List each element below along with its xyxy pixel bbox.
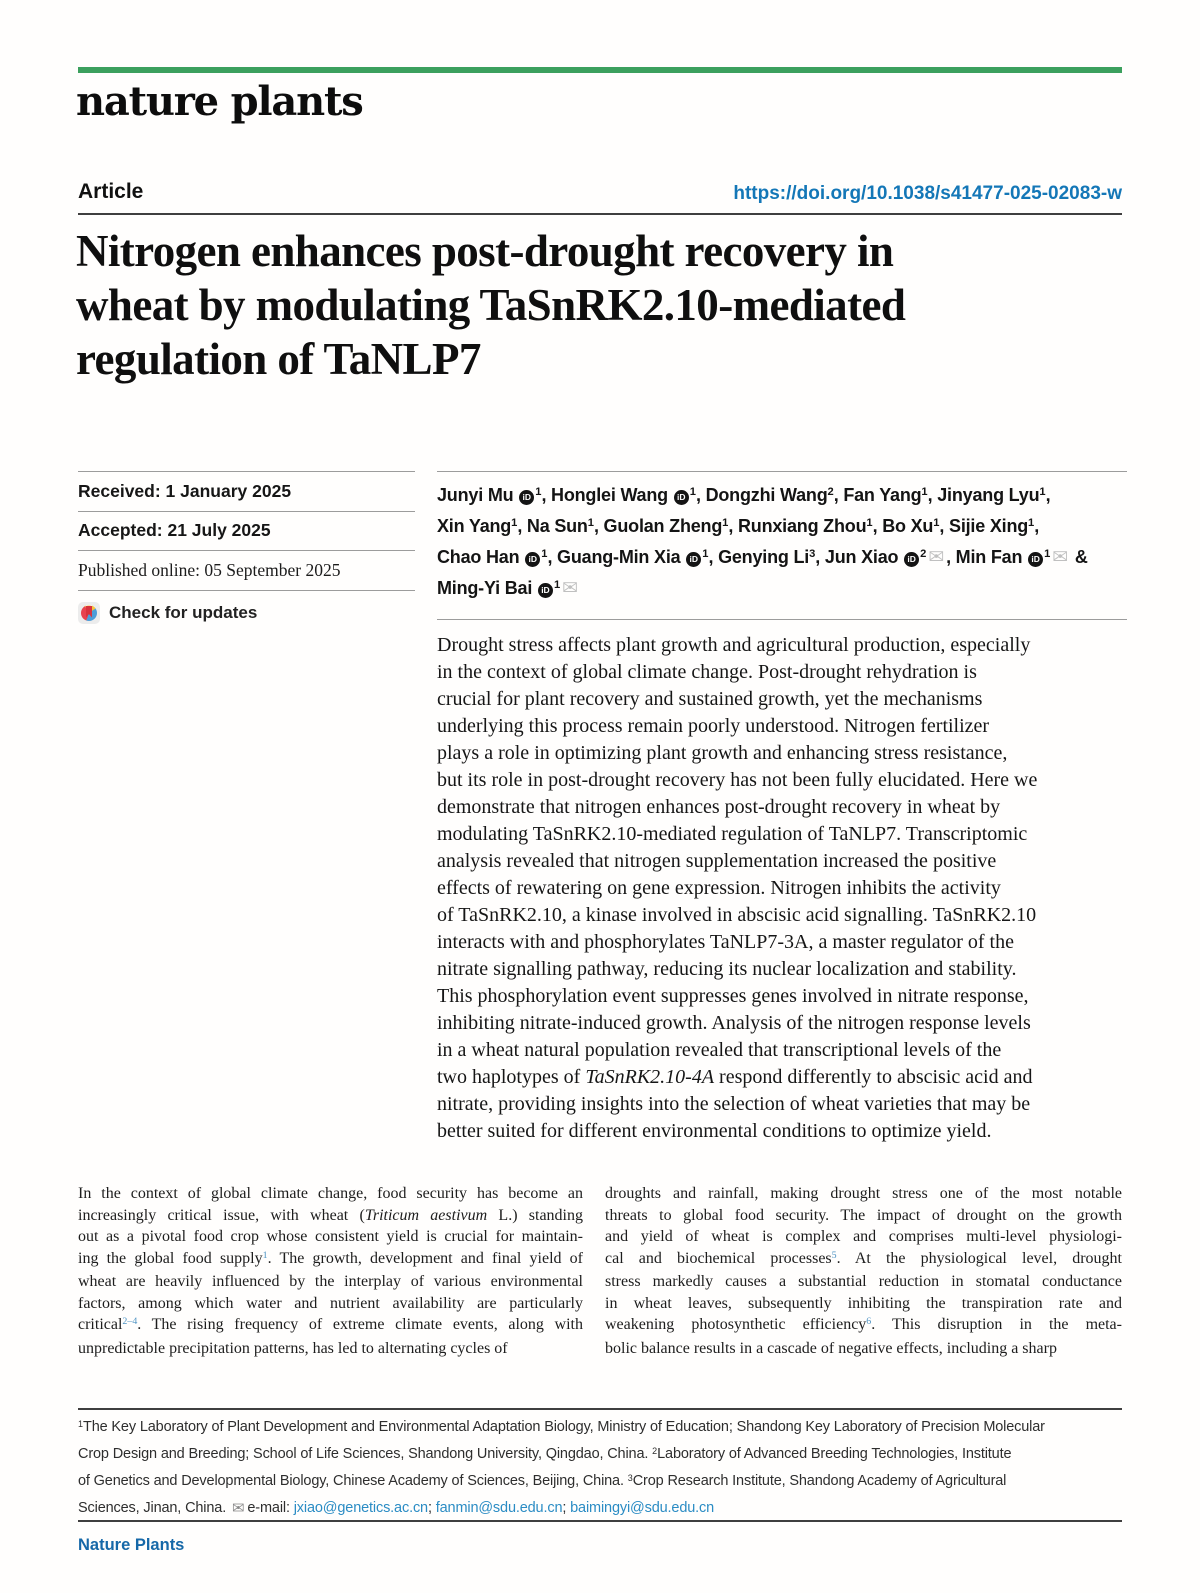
body-column-left bbox=[78, 1183, 583, 1359]
text-line: droughts and rainfall, making drought stress one of the most notable bbox=[605, 1185, 1122, 1202]
reference-superscript-link[interactable]: 1 bbox=[262, 1249, 268, 1261]
text-line: and yield of wheat is complex and comprises multi-level physiologi- bbox=[605, 1228, 1122, 1245]
orcid-icon[interactable]: iD bbox=[519, 490, 534, 505]
text-line: but its role in post-drought recovery has not been fully elucidated. Here we bbox=[437, 769, 1038, 791]
text-line: weakening photosynthetic efficiency$^6$. This disruption in the meta- bbox=[605, 1316, 1122, 1333]
affiliation-superscript: 1 bbox=[541, 548, 548, 561]
header-divider bbox=[78, 213, 1122, 215]
text-line: demonstrate that nitrogen enhances post-drought recovery in wheat by bbox=[437, 796, 1001, 818]
reference-superscript-link[interactable]: 5 bbox=[831, 1249, 837, 1261]
brand-color-bar bbox=[78, 67, 1122, 73]
affiliation-superscript: 1 bbox=[1028, 517, 1035, 530]
affiliation-superscript: 3 bbox=[627, 1472, 633, 1483]
text-line: increasingly critical issue, with wheat (Triticum aestivum L.) standing bbox=[78, 1206, 583, 1224]
text-line: plays a role in optimizing plant growth and enhancing stress resistance, bbox=[437, 742, 1008, 764]
footer-journal-name: Nature Plants bbox=[78, 1536, 185, 1554]
affiliation-superscript: 1 bbox=[689, 486, 696, 499]
envelope-icon[interactable]: ✉ bbox=[928, 547, 945, 568]
doi-link[interactable]: https://doi.org/10.1038/s41477-025-02083-w bbox=[733, 183, 1122, 204]
affiliation-superscript: 1 bbox=[511, 517, 518, 530]
text-line: effects of rewatering on gene expression. Nitrogen inhibits the activity bbox=[437, 877, 1001, 899]
affiliation-superscript: 1 bbox=[921, 486, 928, 499]
reference-superscript-link[interactable]: 6 bbox=[866, 1316, 872, 1328]
text-line: bolic balance results in a cascade of negative effects, including a sharp bbox=[605, 1339, 1057, 1357]
text-line: interacts with and phosphorylates TaNLP7-3A, a master regulator of the bbox=[437, 931, 1014, 953]
text-line: stress markedly causes a substantial reduction in stomatal conductance bbox=[605, 1273, 1122, 1290]
text-line: nitrate signalling pathway, reducing its nuclear localization and stability. bbox=[437, 958, 1017, 980]
affiliation-superscript: 1 bbox=[78, 1418, 83, 1429]
received-date: Received: 1 January 2025 bbox=[78, 471, 415, 511]
text-line: critical$^{2-4}$. The rising frequency of extreme climate events, along with bbox=[78, 1316, 583, 1333]
text-line: threats to global food security. The impact of drought on the growth bbox=[605, 1206, 1122, 1224]
text-line: Crop Design and Breeding; School of Life Sciences, Shandong University, Qingdao, China. $^2$Laboratory of Advanced Breeding Technologies, Institute bbox=[78, 1445, 1012, 1462]
text-line: Nitrogen enhances post-drought recovery in bbox=[76, 226, 894, 276]
affiliations-footnote bbox=[78, 1414, 1122, 1522]
orcid-icon[interactable]: iD bbox=[538, 583, 553, 598]
text-line: Sciences, Jinan, China. ✉ e-mail: jxiao@genetics.ac.cn; fanmin@sdu.edu.cn; baimingyi@sdu.edu.cn bbox=[78, 1500, 715, 1517]
text-line: modulating TaSnRK2.10-mediated regulation of TaNLP7. Transcriptomic bbox=[437, 823, 1028, 845]
text-line: wheat by modulating TaSnRK2.10-mediated bbox=[76, 280, 906, 330]
affiliation-superscript: 1 bbox=[702, 548, 709, 561]
published-date: Published online: 05 September 2025 bbox=[78, 550, 415, 590]
text-line: cal and biochemical processes$^5$. At the physiological level, drought bbox=[605, 1249, 1123, 1267]
text-line: in the context of global climate change. Post-drought rehydration is bbox=[437, 661, 977, 683]
text-line: inhibiting nitrate-induced growth. Analysis of the nitrogen response levels bbox=[437, 1012, 1031, 1034]
affiliation-superscript: 1 bbox=[866, 517, 873, 530]
affiliation-superscript: 1 bbox=[722, 517, 729, 530]
footnote-divider bbox=[78, 1408, 1122, 1410]
check-for-updates-label: Check for updates bbox=[109, 602, 258, 622]
orcid-icon[interactable]: iD bbox=[674, 490, 689, 505]
text-line: crucial for plant recovery and sustained growth, yet the mechanisms bbox=[437, 688, 983, 710]
orcid-icon[interactable]: iD bbox=[525, 552, 540, 567]
text-line: ing the global food supply$^1$. The growth, development and final yield of bbox=[78, 1249, 584, 1267]
email-link[interactable]: baimingyi@sdu.edu.cn bbox=[570, 1500, 715, 1516]
affiliation-superscript: 2 bbox=[827, 486, 834, 499]
check-for-updates-button[interactable] bbox=[78, 590, 415, 635]
text-line: nitrate, providing insights into the selection of wheat varieties that may be bbox=[437, 1093, 1031, 1115]
text-line: Drought stress affects plant growth and agricultural production, especially bbox=[437, 634, 1031, 656]
envelope-icon[interactable]: ✉ bbox=[1052, 547, 1069, 568]
journal-logo: nature plants bbox=[76, 78, 363, 125]
orcid-icon[interactable]: iD bbox=[1028, 552, 1043, 567]
accepted-date: Accepted: 21 July 2025 bbox=[78, 511, 415, 551]
text-line: better suited for different environmental conditions to optimize yield. bbox=[437, 1120, 992, 1142]
article-type-label: Article bbox=[78, 180, 144, 203]
text-line: Junyi Mu iD $^1$, Honglei Wang iD $^1$, Dongzhi Wang$^2$, Fan Yang$^1$, Jinyang Lyu$^1$, bbox=[437, 485, 1051, 505]
text-line: Ming-Yi Bai iD $^1$ ✉ bbox=[437, 578, 578, 599]
text-line: $^1$The Key Laboratory of Plant Development and Environmental Adaptation Biology, Ministry of Education; Shandong Key Laboratory of Precision Molecular bbox=[78, 1418, 1045, 1435]
text-line: of Genetics and Developmental Biology, Chinese Academy of Sciences, Beijing, China. $^3$Crop Research Institute, Shandong Academy of Agricultural bbox=[78, 1472, 1007, 1489]
text-line: unpredictable precipitation patterns, has led to alternating cycles of bbox=[78, 1339, 508, 1357]
text-line: Xin Yang$^1$, Na Sun$^1$, Guolan Zheng$^1$, Runxiang Zhou$^1$, Bo Xu$^1$, Sijie Xing$^1$, bbox=[437, 516, 1040, 536]
text-line: This phosphorylation event suppresses genes involved in nitrate response, bbox=[437, 985, 1029, 1007]
affiliation-superscript: 3 bbox=[809, 548, 816, 561]
affiliation-superscript: 1 bbox=[553, 579, 561, 592]
abstract-text bbox=[437, 619, 1127, 1145]
text-line: factors, among which water and nutrient availability are particularly bbox=[78, 1294, 583, 1312]
envelope-icon[interactable]: ✉ bbox=[231, 1500, 245, 1517]
affiliation-superscript: 1 bbox=[1044, 548, 1051, 561]
envelope-icon[interactable]: ✉ bbox=[562, 578, 578, 599]
text-line: out as a pivotal food crop whose consistent yield is crucial for maintain- bbox=[78, 1228, 583, 1245]
text-line: in a wheat natural population revealed that transcriptional levels of the bbox=[437, 1039, 1002, 1061]
text-line: two haplotypes of TaSnRK2.10-4A respond differently to abscisic acid and bbox=[437, 1066, 1033, 1088]
crossmark-icon bbox=[78, 602, 100, 624]
text-line: in wheat leaves, subsequently inhibiting the transpiration rate and bbox=[605, 1294, 1122, 1312]
text-line: analysis revealed that nitrogen supplementation increased the positive bbox=[437, 850, 997, 872]
text-line: regulation of TaNLP7 bbox=[76, 334, 481, 384]
article-title bbox=[76, 224, 1136, 386]
reference-superscript-link[interactable]: 2–4 bbox=[122, 1316, 138, 1328]
email-link[interactable]: jxiao@genetics.ac.cn bbox=[293, 1500, 428, 1516]
orcid-icon[interactable]: iD bbox=[904, 552, 919, 567]
text-line: wheat are heavily influenced by the interplay of various environmental bbox=[78, 1273, 583, 1290]
author-list bbox=[437, 471, 1127, 605]
text-line: Chao Han iD $^1$, Guang-Min Xia iD $^1$, Genying Li$^3$, Jun Xiao iD $^2$ ✉ , Min Fan iD $^1$ ✉ & bbox=[437, 547, 1088, 568]
orcid-icon[interactable]: iD bbox=[686, 552, 701, 567]
footer-divider bbox=[78, 1520, 1122, 1522]
affiliation-superscript: 2 bbox=[652, 1445, 658, 1456]
affiliation-superscript: 2 bbox=[920, 548, 927, 561]
text-line: of TaSnRK2.10, a kinase involved in abscisic acid signalling. TaSnRK2.10 bbox=[437, 904, 1037, 926]
text-line: underlying this process remain poorly understood. Nitrogen fertilizer bbox=[437, 715, 990, 737]
body-column-right bbox=[605, 1183, 1122, 1359]
article-meta-panel bbox=[78, 471, 415, 635]
text-line: In the context of global climate change, food security has become an bbox=[78, 1185, 583, 1202]
affiliation-superscript: 1 bbox=[933, 517, 940, 530]
affiliation-superscript: 1 bbox=[535, 486, 542, 499]
email-link[interactable]: fanmin@sdu.edu.cn bbox=[435, 1500, 563, 1516]
affiliation-superscript: 1 bbox=[587, 517, 594, 530]
affiliation-superscript: 1 bbox=[1039, 486, 1046, 499]
